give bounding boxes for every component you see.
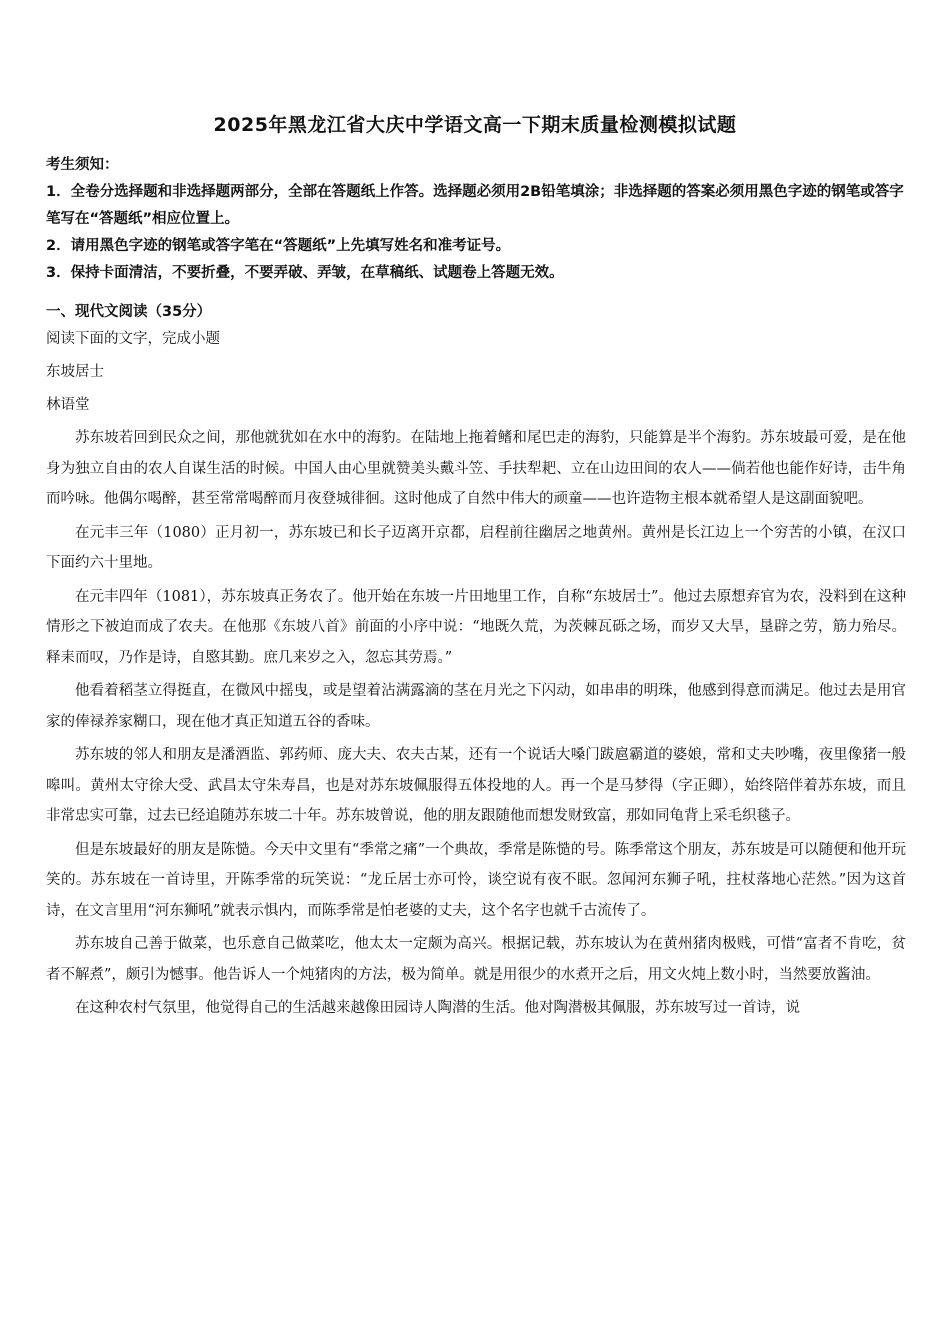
article-title: 东坡居士 [46,364,104,380]
section-heading: 一、现代文阅读（35分） [46,304,212,320]
paragraph: 他看着稻茎立得挺直，在微风中摇曳，或是望着沾满露滴的茎在月光之下闪动，如串串的明珠，他感到得意而满足。他过去是用官家的俸禄养家糊口，现在他才真正知道五谷的香味。 [46,683,906,730]
notice-item: 1．全卷分选择题和非选择题两部分，全部在答题纸上作答。选择题必须用2B铅笔填涂；非选择题的答案必须用黑色字迹的钢笔或答字笔写在“答题纸”相应位置上。 [46,184,904,227]
article-body [46,423,906,1027]
exam-notice [46,152,916,287]
paragraph: 苏东坡的邻人和朋友是潘酒监、郭药师、庞大夫、农夫古某，还有一个说话大嗓门跋扈霸道的婆娘，常和丈夫吵嘴，夜里像猪一般嗥叫。黄州太守徐大受、武昌太守朱寿昌，也是对苏东坡佩服得五体投地的人。再一个是马梦得（字正卿），始终陪伴着苏东坡，而且非常忠实可靠，过去已经追随苏东坡二十年。苏东坡曾说，他的朋友跟随他而想发财致富，那如同龟背上采毛织毯子。 [46,747,906,824]
paragraph: 苏东坡若回到民众之间，那他就犹如在水中的海豹。在陆地上拖着鳍和尾巴走的海豹，只能算是半个海豹。苏东坡最可爱，是在他身为独立自由的农人自谋生活的时候。中国人由心里就赞美头戴斗笠、手扶犁耙、立在山边田间的农人——倘若他也能作好诗，击牛角而吟咏。他偶尔喝醉，甚至常常喝醉而月夜登城徘徊。这时他成了自然中伟大的顽童——也许造物主根本就希望人是这副面貌吧。 [46,430,906,507]
notice-item: 2．请用黑色字迹的钢笔或答字笔在“答题纸”上先填写姓名和准考证号。 [46,238,511,254]
paragraph: 苏东坡自己善于做菜，也乐意自己做菜吃，他太太一定颇为高兴。根据记载，苏东坡认为在黄州猪肉极贱，可惜“富者不肯吃，贫者不解煮”，颇引为憾事。他告诉人一个炖猪肉的方法，极为简单。就是用很少的水煮开之后，用文火炖上数小时，当然要放酱油。 [46,936,906,983]
paragraph: 在元丰三年（1080）正月初一，苏东坡已和长子迈离开京都，启程前往幽居之地黄州。黄州是长江边上一个穷苦的小镇，在汉口下面约六十里地。 [46,524,906,571]
notice-heading: 考生须知： [46,157,119,173]
paragraph: 但是东坡最好的朋友是陈慥。今天中文里有“季常之痛”一个典故，季常是陈慥的号。陈季常这个朋友，苏东坡是可以随便和他开玩笑的。苏东坡在一首诗里，开陈季常的玩笑说：“龙丘居士亦可怜，谈空说有夜不眠。忽闻河东狮子吼，拄杖落地心茫然。”因为这首诗，在文言里用“河东狮吼”就表示惧内，而陈季常是怕老婆的丈夫，这个名字也就千古流传了。 [46,841,906,919]
article-author: 林语堂 [46,397,90,413]
reading-instruction: 阅读下面的文字，完成小题 [46,331,220,347]
page-title: 2025年黑龙江省大庆中学语文高一下期末质量检测模拟试题 [213,114,737,136]
paragraph: 在元丰四年（1081），苏东坡真正务农了。他开始在东坡一片田地里工作，自称“东坡居士”。他过去原想弃官为农，没料到在这种情形之下被迫而成了农夫。在他那《东坡八首》前面的小序中说：“地既久荒，为茨棘瓦砾之场，而岁又大旱，垦辟之劳，筋力殆尽。释耒而叹，乃作是诗，自愍其勤。庶几来岁之入，忽忘其劳焉。” [46,588,906,666]
paragraph: 在这种农村气氛里，他觉得自己的生活越来越像田园诗人陶潜的生活。他对陶潜极其佩服，苏东坡写过一首诗，说 [75,1000,800,1016]
notice-item: 3．保持卡面清洁，不要折叠，不要弄破、弄皱，在草稿纸、试题卷上答题无效。 [46,265,564,281]
